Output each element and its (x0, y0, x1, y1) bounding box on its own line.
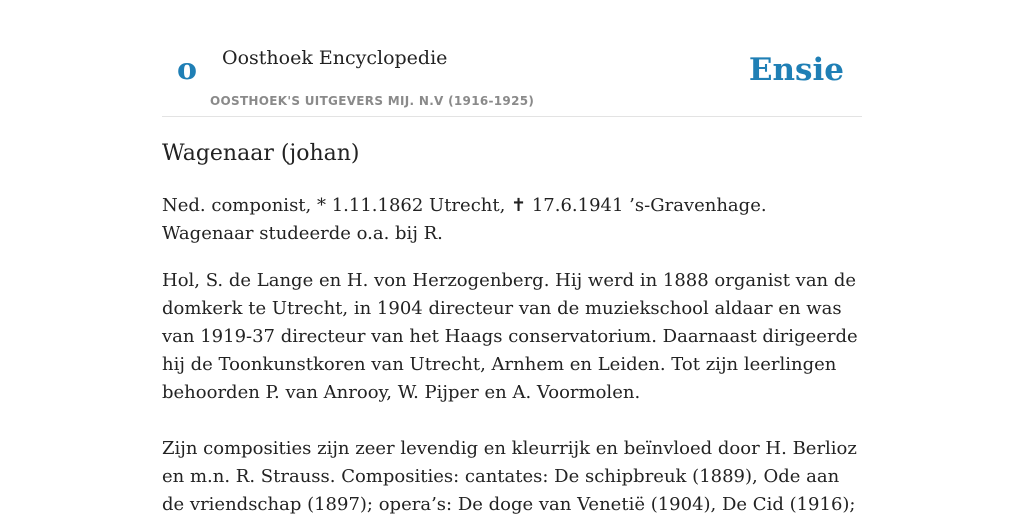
publisher-label: OOSTHOEK'S UITGEVERS MIJ. N.V (1916-1925) (210, 94, 535, 108)
oosthoek-logo-icon[interactable]: o (177, 52, 198, 87)
ensie-logo-link[interactable]: Ensie (748, 52, 844, 88)
article-paragraph-1: Ned. componist, * 1.11.1862 Utrecht, ✝ 17.6.1941 ’s-Gravenhage. Wagenaar studeerde o.a. bij R. (162, 195, 767, 244)
article-paragraph-2: Hol, S. de Lange en H. von Herzogenberg. Hij werd in 1888 organist van de domkerk te Utrecht, in 1904 directeur van de muziekschool aldaar en was van 1919-37 directeur van het Haags conservatorium. Daarnaast dirigeerde hij de Toonkunstkoren van Utrecht, Arnhem en Leiden. Tot zijn leerlingen behoorden P. van Anrooy, W. Pijper en A. Voormolen. (162, 270, 858, 403)
site-header (162, 0, 862, 117)
article (162, 136, 862, 515)
article-paragraph-3: Zijn composities zijn zeer levendig en kleurrijk en beïnvloed door H. Berlioz en m.n. R. Strauss. Composities: cantates: De schipbreuk (1889), Ode aan de vriendschap (1897); opera’s: De doge van Venetië (1904), De Cid (1916); (162, 438, 857, 515)
article-headword: Wagenaar (johan) (162, 141, 360, 166)
site-title-link[interactable]: Oosthoek Encyclopedie (222, 47, 448, 69)
